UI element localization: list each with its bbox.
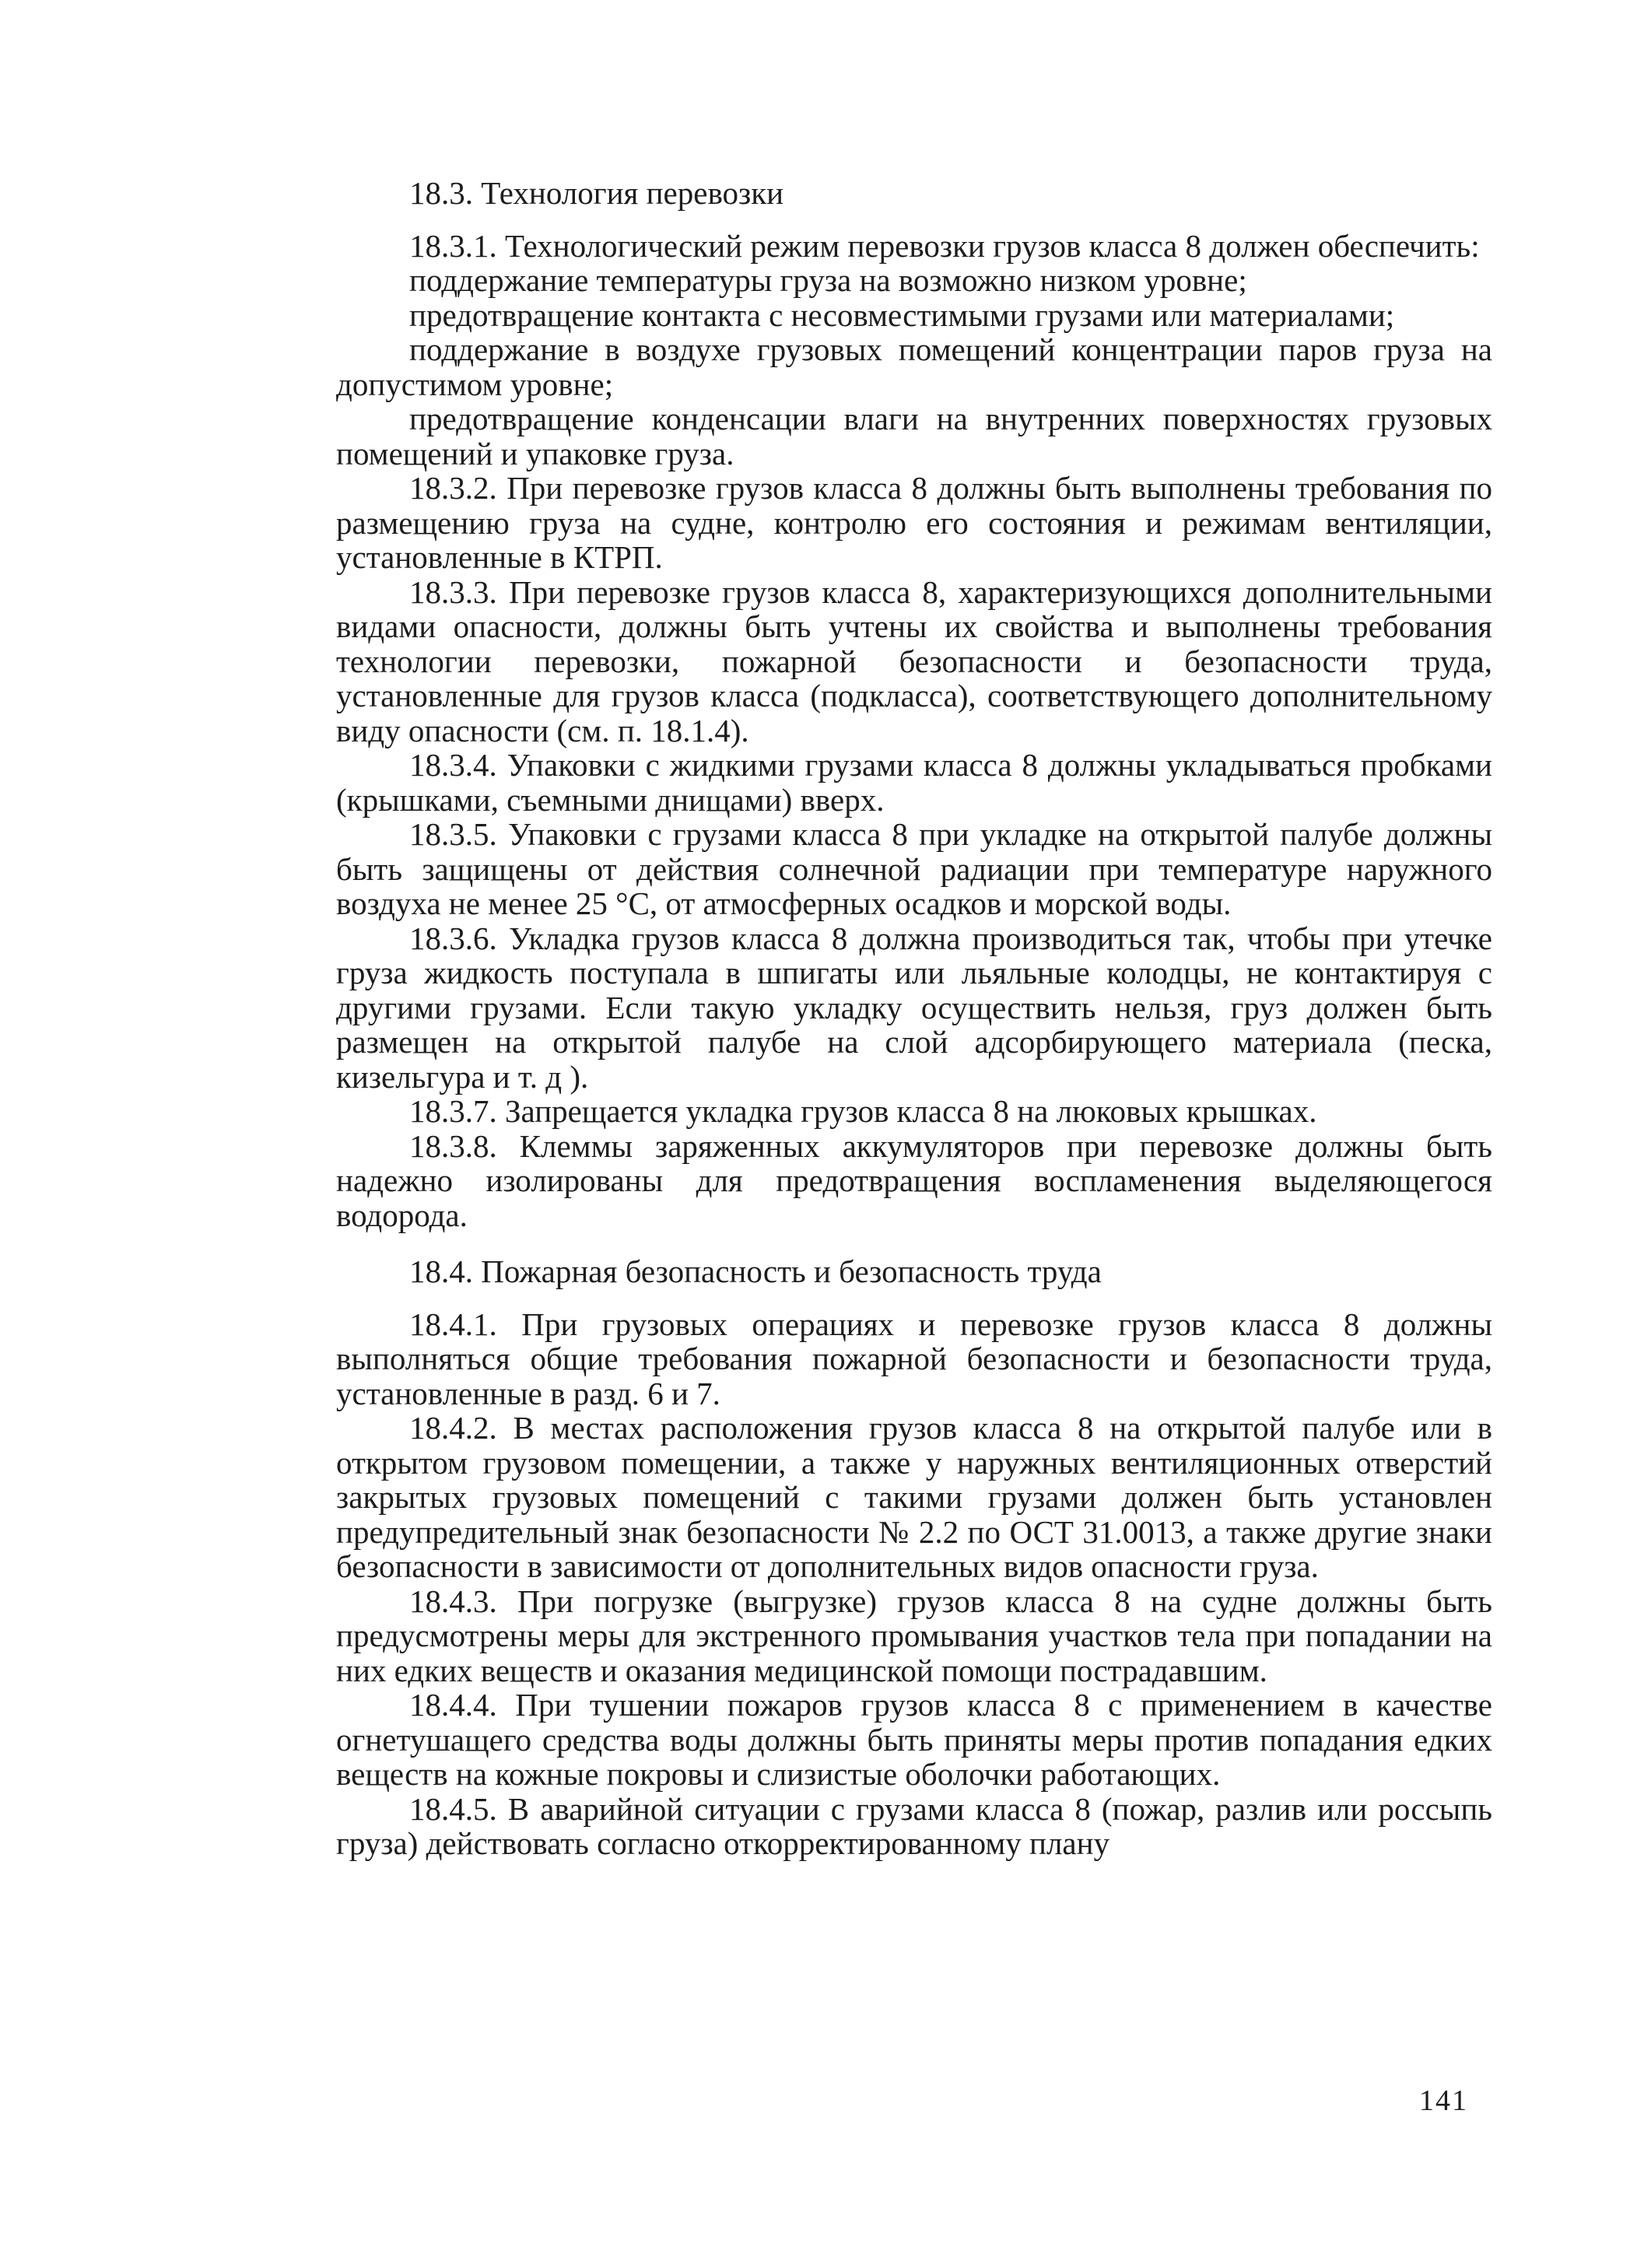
paragraph-18-4-5: 18.4.5. В аварийной ситуации с грузами класса 8 (пожар, разлив или россыпь груза) действовать согласно откорректированному плану bbox=[336, 1790, 1492, 1861]
paragraph-18-3-5: 18.3.5. Упаковки с грузами класса 8 при укладке на открытой палубе должны быть защищены от действия солнечной радиации при температуре наружного воздуха не менее 25 °С, от атмосферных осадков и морской воды. bbox=[336, 816, 1492, 921]
paragraph-18-4-3: 18.4.3. При погрузке (выгрузке) грузов класса 8 на судне должны быть предусмотрены меры для экстренного промывания участков тела при попадании на них едких веществ и оказания медицинской помощи пострадавшим. bbox=[336, 1583, 1492, 1688]
document-body bbox=[336, 173, 1492, 1861]
paragraph-18-3-3: 18.3.3. При перевозке грузов класса 8, характеризующихся дополнительными видами опасности, должны быть учтены их свойства и выполнены требования технологии перевозки, пожарной безопасности и безопасности труда, установленные для грузов класса (подкласса), соответствующего дополнительному виду опасности (см. п. 18.1.4). bbox=[336, 573, 1492, 748]
paragraph-18-3-1: 18.3.1. Технологический режим перевозки грузов класса 8 должен обеспечить: bbox=[409, 227, 1480, 264]
paragraph-18-3-2: 18.3.2. При перевозке грузов класса 8 должны быть выполнены требования по размещению груза на судне, контролю его состояния и режимам вентиляции, установленные в КТРП. bbox=[336, 470, 1492, 575]
paragraph-18-3-4: 18.3.4. Упаковки с жидкими грузами класса 8 должны укладываться пробками (крышками, съемными днищами) вверх. bbox=[336, 747, 1492, 818]
section-heading-18-3: 18.3. Технология перевозки bbox=[409, 175, 784, 211]
paragraph-18-4-1: 18.4.1. При грузовых операциях и перевозке грузов класса 8 должны выполняться общие требования пожарной безопасности и безопасности труда, установленные в разд. 6 и 7. bbox=[336, 1306, 1492, 1411]
paragraph-18-4-4: 18.4.4. При тушении пожаров грузов класса 8 с применением в качестве огнетушащего средства воды должны быть приняты меры против попадания едких веществ на кожные покровы и слизистые оболочки работающих. bbox=[336, 1687, 1492, 1792]
list-item-condensation: предотвращение конденсации влаги на внутренних поверхностях грузовых помещений и упаковке груза. bbox=[336, 401, 1492, 471]
paragraph-18-3-7: 18.3.7. Запрещается укладка грузов класса 8 на люковых крышках. bbox=[409, 1093, 1317, 1129]
section-heading-18-4: 18.4. Пожарная безопасность и безопасность труда bbox=[409, 1253, 1102, 1289]
list-item-temperature: поддержание температуры груза на возможно низком уровне; bbox=[409, 262, 1247, 298]
list-item-vapor-concentration: поддержание в воздухе грузовых помещений концентрации паров груза на допустимом уровне; bbox=[336, 331, 1492, 402]
list-item-contact: предотвращение контакта с несовместимыми грузами или материалами; bbox=[409, 296, 1395, 333]
paragraph-18-4-2: 18.4.2. В местах расположения грузов класса 8 на открытой палубе или в открытом грузовом помещении, а также у наружных вентиляционных отверстий закрытых грузовых помещений с такими грузами должен быть установлен предупредительный знак безопасности № 2.2 по ОСТ 31.0013, а также другие знаки безопасности в зависимости от дополнительных видов опасности груза. bbox=[336, 1410, 1492, 1584]
paragraph-18-3-8: 18.3.8. Клеммы заряженных аккумуляторов при перевозке должны быть надежно изолированы для предотвращения воспламенения выделяющегося водорода. bbox=[336, 1127, 1492, 1233]
page-number: 141 bbox=[1419, 2084, 1468, 2117]
paragraph-18-3-6: 18.3.6. Укладка грузов класса 8 должна производиться так, чтобы при утечке груза жидкость поступала в шпигаты или льяльные колодцы, не контактируя с другими грузами. Если такую укладку осуществить нельзя, груз должен быть размещен на открытой палубе на слой адсорбирующего материала (песка, кизельгура и т. д ). bbox=[336, 920, 1492, 1095]
